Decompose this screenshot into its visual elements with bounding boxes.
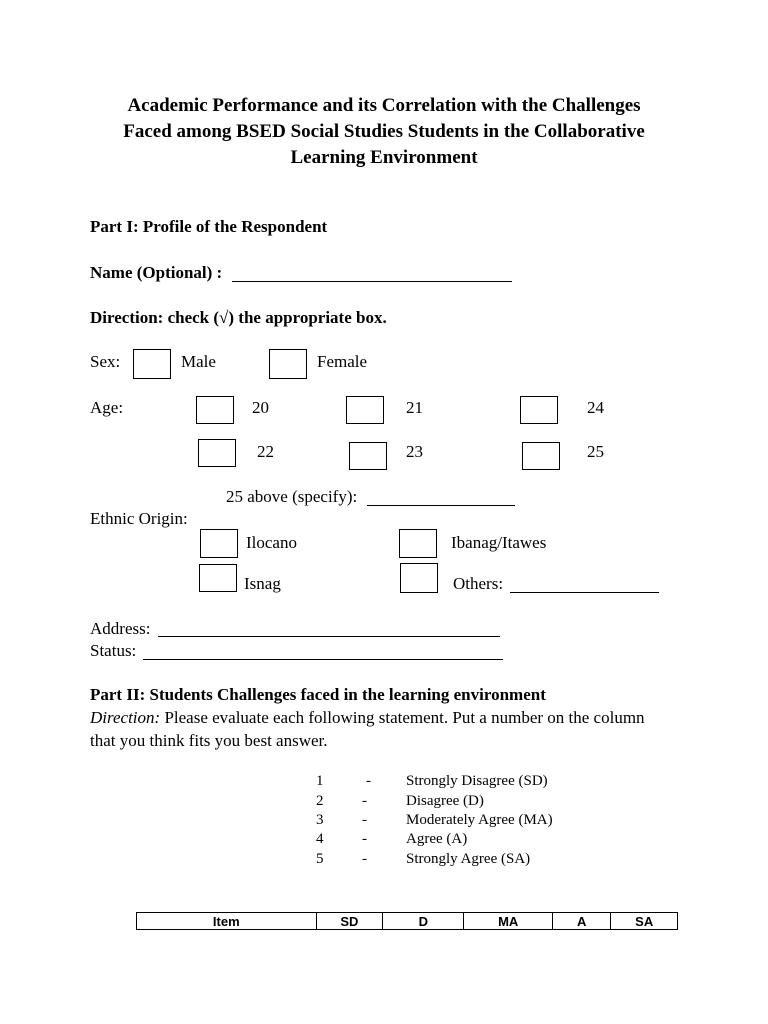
scale-desc-5: Strongly Agree (SA): [406, 851, 531, 867]
scale-desc-2: Disagree (D): [406, 793, 484, 809]
age-above-field[interactable]: [367, 505, 515, 506]
scale-desc-4: Agree (A): [406, 831, 468, 847]
scale-dash-4: -: [362, 831, 367, 847]
sex-male-checkbox[interactable]: [133, 349, 171, 379]
scale-num-5: 5: [316, 851, 324, 867]
age-20-label: 20: [252, 398, 269, 417]
ethnic-others-label: Others:: [453, 574, 504, 593]
col-header-ma: MA: [464, 913, 552, 930]
ethnic-ibanag-checkbox[interactable]: [399, 529, 437, 558]
scale-dash-3: -: [362, 812, 367, 828]
title-line-2: Faced among BSED Social Studies Students in the Collaborative: [123, 121, 645, 142]
age-21-checkbox[interactable]: [346, 396, 384, 424]
sex-label: Sex:: [90, 352, 121, 371]
status-field[interactable]: [143, 659, 503, 660]
document-title: [84, 93, 684, 171]
scale-num-4: 4: [316, 831, 324, 847]
age-23-checkbox[interactable]: [349, 442, 387, 470]
age-21-label: 21: [406, 398, 423, 417]
scale-num-2: 2: [316, 793, 324, 809]
address-label: Address:: [90, 619, 151, 638]
scale-dash-5: -: [362, 851, 367, 867]
scale-desc-1: Strongly Disagree (SD): [406, 773, 548, 789]
ethnic-label: Ethnic Origin:: [90, 509, 188, 528]
part2-direction-line2: that you think fits you best answer.: [90, 731, 328, 750]
part2-direction-text: Please evaluate each following statement. Put a number on the column: [160, 708, 645, 727]
status-label: Status:: [90, 641, 137, 660]
age-label: Age:: [90, 398, 124, 417]
scale-dash-1: -: [366, 773, 371, 789]
table-header-row: [137, 913, 678, 930]
sex-female-checkbox[interactable]: [269, 349, 307, 379]
age-22-label: 22: [257, 442, 274, 461]
title-line-3: Learning Environment: [290, 147, 478, 168]
name-label: Name (Optional) :: [90, 263, 223, 282]
part2-direction-line1: [90, 708, 645, 728]
sex-male-label: Male: [181, 352, 216, 371]
sex-female-label: Female: [317, 352, 368, 371]
ethnic-ilocano-label: Ilocano: [246, 533, 297, 552]
items-table: [136, 912, 678, 930]
age-22-checkbox[interactable]: [198, 439, 236, 467]
col-header-item: Item: [137, 913, 317, 930]
ethnic-ilocano-checkbox[interactable]: [200, 529, 238, 558]
age-23-label: 23: [406, 442, 423, 461]
ethnic-others-field[interactable]: [510, 592, 659, 593]
age-above-label: 25 above (specify):: [226, 487, 358, 506]
ethnic-others-checkbox[interactable]: [400, 563, 438, 593]
scale-desc-3: Moderately Agree (MA): [406, 812, 553, 828]
age-25-checkbox[interactable]: [522, 442, 560, 470]
ethnic-isnag-label: Isnag: [244, 574, 281, 593]
name-field[interactable]: [232, 281, 512, 282]
part1-direction: Direction: check (√) the appropriate box.: [90, 308, 387, 327]
age-25-label: 25: [587, 442, 604, 461]
age-24-label: 24: [587, 398, 604, 417]
age-20-checkbox[interactable]: [196, 396, 234, 424]
col-header-d: D: [383, 913, 464, 930]
scale-dash-2: -: [362, 793, 367, 809]
part2-heading: Part II: Students Challenges faced in the learning environment: [90, 685, 546, 704]
ethnic-isnag-checkbox[interactable]: [199, 564, 237, 592]
ethnic-ibanag-label: Ibanag/Itawes: [451, 533, 547, 552]
col-header-a: A: [552, 913, 611, 930]
part2-direction-label: Direction:: [90, 708, 161, 727]
scale-num-1: 1: [316, 773, 324, 789]
title-line-1: Academic Performance and its Correlation with the Challenges: [127, 95, 641, 116]
address-field[interactable]: [158, 636, 500, 637]
col-header-sa: SA: [611, 913, 678, 930]
part1-heading: Part I: Profile of the Respondent: [90, 217, 328, 236]
col-header-sd: SD: [316, 913, 383, 930]
scale-num-3: 3: [316, 812, 324, 828]
age-24-checkbox[interactable]: [520, 396, 558, 424]
